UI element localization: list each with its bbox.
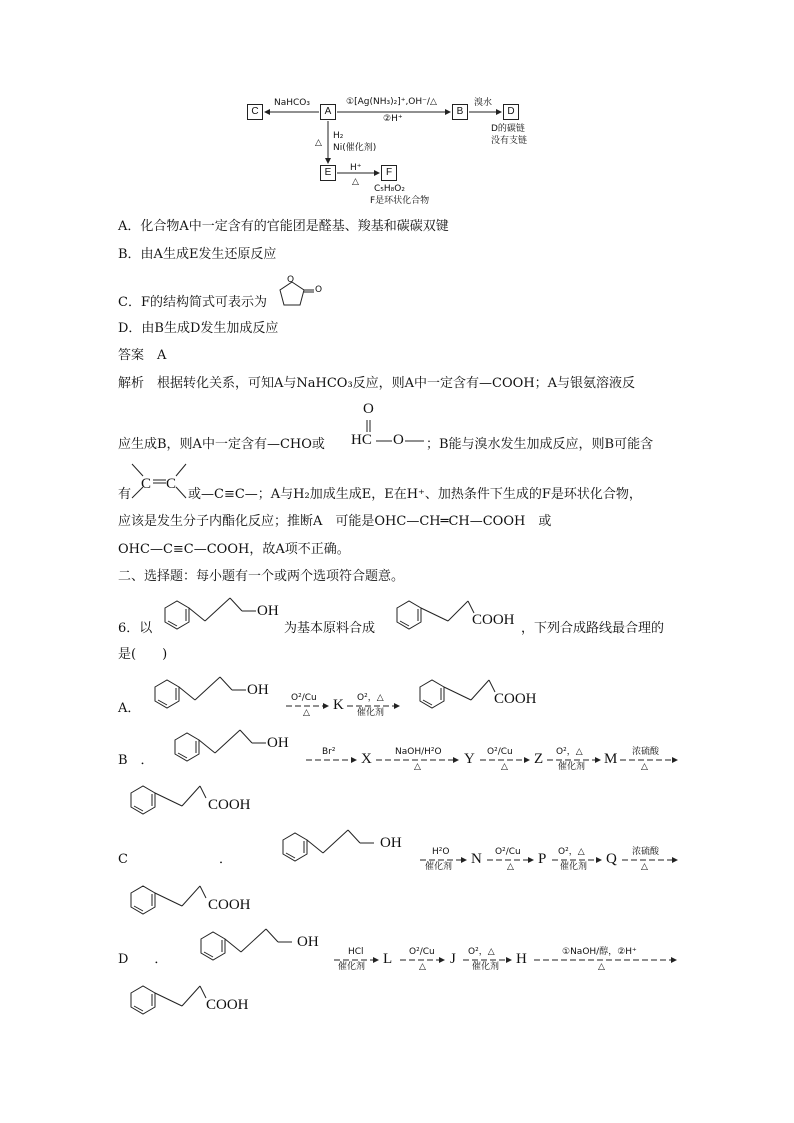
q5-explanation-line4: 应该是发生分子内酯化反应；推断A 可能是OHC—CH═CH—COOH 或 (118, 514, 552, 529)
b-intermediate-z: Z (534, 751, 544, 767)
b-r5-top: 浓硫酸 (632, 747, 660, 757)
reagent-heat-ef: △ (352, 177, 359, 187)
c-r1-bottom: 催化剂 (425, 862, 453, 872)
d-intermediate-l: L (383, 951, 393, 967)
c-r3-top: O²，△ (558, 847, 585, 857)
c-r1-top: H²O (432, 847, 450, 857)
q6-option-c-label: C ． (118, 852, 232, 867)
q6-stem-1b: 为基本原料合成 (284, 621, 376, 636)
reagent-nahco3: NaHCO₃ (274, 98, 310, 108)
option-a-cooh: COOH (494, 691, 537, 707)
q6-option-b-label: B ． (118, 753, 154, 768)
lactone-keto-o: O (315, 285, 323, 295)
q6-option-d-label: D ． (118, 952, 168, 967)
reagent-h-plus-ef: H⁺ (350, 163, 362, 173)
q5-option-c: C．F的结构简式可表示为 (118, 295, 267, 310)
c-r2-bottom: △ (507, 862, 514, 872)
compound-b-box: B (452, 104, 468, 120)
a-r2-top: O²，△ (357, 693, 384, 703)
f-formula: C₅H₈O₂ (374, 184, 405, 194)
c-intermediate-p: P (538, 851, 547, 867)
b-intermediate-x: X (361, 751, 372, 767)
d-r2-top: O²/Cu (409, 947, 435, 957)
d-r3-bottom: 催化剂 (472, 962, 500, 972)
ester-hc: HC (351, 432, 372, 448)
q5-option-b: B．由A生成E发生还原反应 (118, 247, 277, 262)
reagent-heat-ae: △ (315, 138, 322, 148)
reagent-ni: Ni(催化剂) (333, 143, 377, 153)
q6-option-a-label: A． (118, 701, 141, 716)
q5-answer: 答案 A (118, 348, 167, 363)
option-b-oh: OH (267, 735, 289, 751)
note-d-chain: D的碳链 (491, 124, 525, 134)
a-r2-bottom: 催化剂 (357, 708, 385, 718)
d-r3-top: O²，△ (468, 947, 495, 957)
c-r3-bottom: 催化剂 (560, 862, 588, 872)
d-r1-top: HCl (348, 947, 364, 957)
b-r1-top: Br² (322, 747, 336, 757)
reagent-tollens: ①[Ag(NH₃)₂]⁺,OH⁻/△ (346, 97, 437, 107)
q5-option-d: D．由B生成D发生加成反应 (118, 321, 279, 336)
compound-c-box: C (247, 104, 263, 120)
d-r4-bottom: △ (598, 962, 605, 972)
q5-explanation-line3a: 有 (118, 487, 132, 502)
d-intermediate-j: J (450, 951, 456, 967)
c-r4-bottom: △ (641, 862, 648, 872)
b-r4-bottom: 催化剂 (558, 762, 586, 772)
a-r1-top: O²/Cu (291, 693, 317, 703)
stem-oh: OH (257, 603, 279, 619)
b-r4-top: O²，△ (556, 747, 583, 757)
option-b-cooh: COOH (208, 797, 251, 813)
q5-explanation-line2b: ；B能与溴水发生加成反应，则B可能含 (426, 437, 654, 452)
a-r1-bottom: △ (303, 708, 310, 718)
q6-stem-2: 是( ) (118, 647, 168, 662)
b-intermediate-y: Y (464, 751, 475, 767)
ester-o: O (393, 432, 404, 448)
c-intermediate-n: N (471, 851, 482, 867)
ester-carbonyl-o: O (363, 401, 374, 417)
option-a-oh: OH (247, 682, 269, 698)
reagent-h-plus: ②H⁺ (383, 114, 403, 124)
option-d-oh: OH (297, 934, 319, 950)
b-intermediate-m: M (604, 751, 618, 767)
q5-explanation-line2a: 应生成B，则A中一定含有—CHO或 (118, 437, 325, 452)
b-r5-bottom: △ (641, 762, 648, 772)
reagent-h2: H₂ (333, 131, 344, 141)
c-r4-top: 浓硫酸 (632, 847, 660, 857)
b-r3-bottom: △ (501, 762, 508, 772)
option-c-oh: OH (380, 835, 402, 851)
d-intermediate-h: H (516, 951, 527, 967)
q5-explanation-line3b: 或—C≡C—；A与H₂加成生成E，E在H⁺、加热条件下生成的F是环状化合物， (188, 487, 642, 502)
q5-explanation-line5: OHC—C≡C—COOH，故A项不正确。 (118, 542, 350, 557)
d-r1-bottom: 催化剂 (338, 962, 366, 972)
section-heading: 二、选择题：每小题有一个或两个选项符合题意。 (118, 569, 405, 584)
option-c-start (268, 825, 398, 870)
q5-explanation-line1: 解析 根据转化关系，可知A与NaHCO₃反应，则A中一定含有—COOH；A与银氨溶液反 (118, 376, 636, 391)
option-d-cooh: COOH (206, 997, 249, 1013)
a-intermediate-k: K (333, 697, 344, 713)
compound-e-box: E (320, 165, 336, 181)
reagent-bromine-water: 溴水 (474, 98, 493, 108)
d-r4-top: ①NaOH/醇，②H⁺ (562, 947, 637, 957)
compound-a-box: A (320, 104, 336, 120)
c-r2-top: O²/Cu (495, 847, 521, 857)
compound-d-box: D (503, 104, 519, 120)
note-d-branch: 没有支链 (491, 136, 528, 146)
c-intermediate-q: Q (606, 851, 617, 867)
q6-stem-1a: 6．以 (118, 621, 153, 636)
stem-cooh: COOH (472, 612, 515, 628)
q6-stem-1c: ，下列合成路线最合理的 (521, 621, 665, 636)
alkene-c-right: C (166, 476, 177, 492)
lactone-ring-o: O (287, 275, 295, 285)
q5-option-a: A．化合物A中一定含有的官能团是醛基、羧基和碳碳双键 (118, 219, 449, 234)
f-note: F是环状化合物 (370, 196, 430, 206)
b-r2-top: NaOH/H²O (395, 747, 442, 757)
b-r2-bottom: △ (414, 762, 421, 772)
d-r2-bottom: △ (419, 962, 426, 972)
alkene-c-left: C (141, 476, 152, 492)
b-r3-top: O²/Cu (487, 747, 513, 757)
option-c-cooh: COOH (208, 897, 251, 913)
compound-f-box: F (381, 165, 397, 181)
